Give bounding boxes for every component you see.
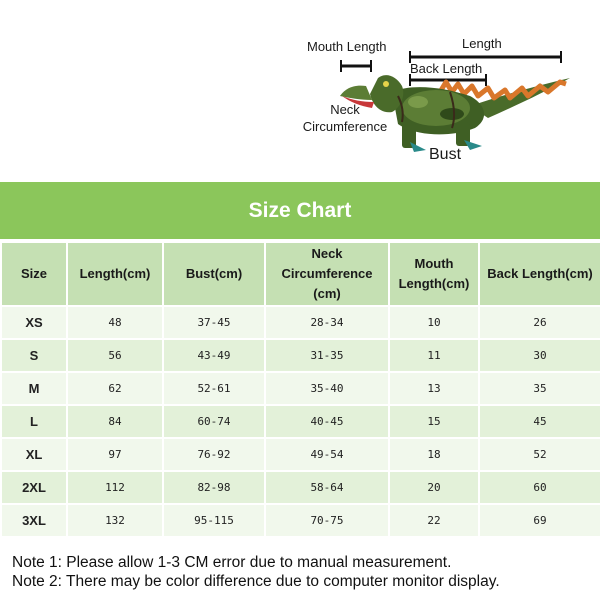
table-cell: 52-61 bbox=[164, 373, 264, 404]
table-cell: 97 bbox=[68, 439, 162, 470]
table-cell: 26 bbox=[480, 307, 600, 338]
table-cell: 37-45 bbox=[164, 307, 264, 338]
header-neck-line2: Circumference bbox=[281, 266, 373, 281]
header-bust: Bust(cm) bbox=[164, 243, 264, 305]
table-cell: 11 bbox=[390, 340, 478, 371]
header-neck-line3: (cm) bbox=[313, 286, 341, 301]
table-cell: 13 bbox=[390, 373, 478, 404]
notes bbox=[12, 553, 597, 591]
header-back-length: Back Length(cm) bbox=[480, 243, 600, 305]
table-cell: 28-34 bbox=[266, 307, 388, 338]
table-cell: 132 bbox=[68, 505, 162, 536]
table-cell: 112 bbox=[68, 472, 162, 503]
table-row bbox=[2, 340, 600, 371]
table-cell: 31-35 bbox=[266, 340, 388, 371]
size-cell: 2XL bbox=[2, 472, 66, 503]
table-cell: 10 bbox=[390, 307, 478, 338]
header-size: Size bbox=[2, 243, 66, 305]
size-chart bbox=[0, 182, 600, 548]
header-neck-line1: Neck bbox=[311, 246, 343, 261]
table-cell: 49-54 bbox=[266, 439, 388, 470]
crocodile-costume-illustration bbox=[0, 0, 600, 182]
table-cell: 22 bbox=[390, 505, 478, 536]
neck-circumference-label bbox=[300, 101, 390, 135]
size-table-body bbox=[2, 307, 600, 536]
table-cell: 40-45 bbox=[266, 406, 388, 437]
note-2: Note 2: There may be color difference due to computer monitor display. bbox=[12, 573, 500, 590]
header-mouth-line1: Mouth bbox=[414, 256, 454, 271]
table-cell: 60 bbox=[480, 472, 600, 503]
size-table bbox=[0, 241, 600, 538]
header-neck-circumference bbox=[266, 243, 388, 305]
back-length-label: Back Length bbox=[410, 61, 483, 76]
chart-title: Size Chart bbox=[0, 182, 600, 239]
table-cell: 58-64 bbox=[266, 472, 388, 503]
note-1: Note 1: Please allow 1-3 CM error due to manual measurement. bbox=[12, 554, 452, 571]
table-cell: 95-115 bbox=[164, 505, 264, 536]
table-cell: 76-92 bbox=[164, 439, 264, 470]
table-cell: 56 bbox=[68, 340, 162, 371]
table-cell: 84 bbox=[68, 406, 162, 437]
bust-label: Bust bbox=[429, 146, 462, 163]
size-cell: XS bbox=[2, 307, 66, 338]
table-cell: 48 bbox=[68, 307, 162, 338]
table-cell: 30 bbox=[480, 340, 600, 371]
table-row bbox=[2, 472, 600, 503]
size-cell: L bbox=[2, 406, 66, 437]
table-row bbox=[2, 505, 600, 536]
header-mouth-line2: Length(cm) bbox=[398, 276, 470, 291]
measurement-diagram bbox=[0, 0, 600, 182]
table-cell: 70-75 bbox=[266, 505, 388, 536]
table-cell: 82-98 bbox=[164, 472, 264, 503]
table-header-row bbox=[2, 243, 600, 305]
table-cell: 35 bbox=[480, 373, 600, 404]
table-row bbox=[2, 406, 600, 437]
table-cell: 18 bbox=[390, 439, 478, 470]
mouth-length-line bbox=[341, 60, 371, 72]
mouth-length-label: Mouth Length bbox=[307, 39, 387, 54]
size-cell: XL bbox=[2, 439, 66, 470]
length-label: Length bbox=[462, 36, 502, 51]
header-mouth-length bbox=[390, 243, 478, 305]
table-row bbox=[2, 307, 600, 338]
size-cell: M bbox=[2, 373, 66, 404]
table-cell: 69 bbox=[480, 505, 600, 536]
neck-label-line2: Circumference bbox=[302, 119, 388, 134]
size-cell: 3XL bbox=[2, 505, 66, 536]
table-cell: 15 bbox=[390, 406, 478, 437]
header-length: Length(cm) bbox=[68, 243, 162, 305]
neck-label-line1: Neck bbox=[330, 102, 360, 117]
table-row bbox=[2, 439, 600, 470]
table-cell: 52 bbox=[480, 439, 600, 470]
table-cell: 20 bbox=[390, 472, 478, 503]
table-cell: 60-74 bbox=[164, 406, 264, 437]
table-row bbox=[2, 373, 600, 404]
table-cell: 43-49 bbox=[164, 340, 264, 371]
size-cell: S bbox=[2, 340, 66, 371]
table-cell: 62 bbox=[68, 373, 162, 404]
table-cell: 45 bbox=[480, 406, 600, 437]
table-cell: 35-40 bbox=[266, 373, 388, 404]
